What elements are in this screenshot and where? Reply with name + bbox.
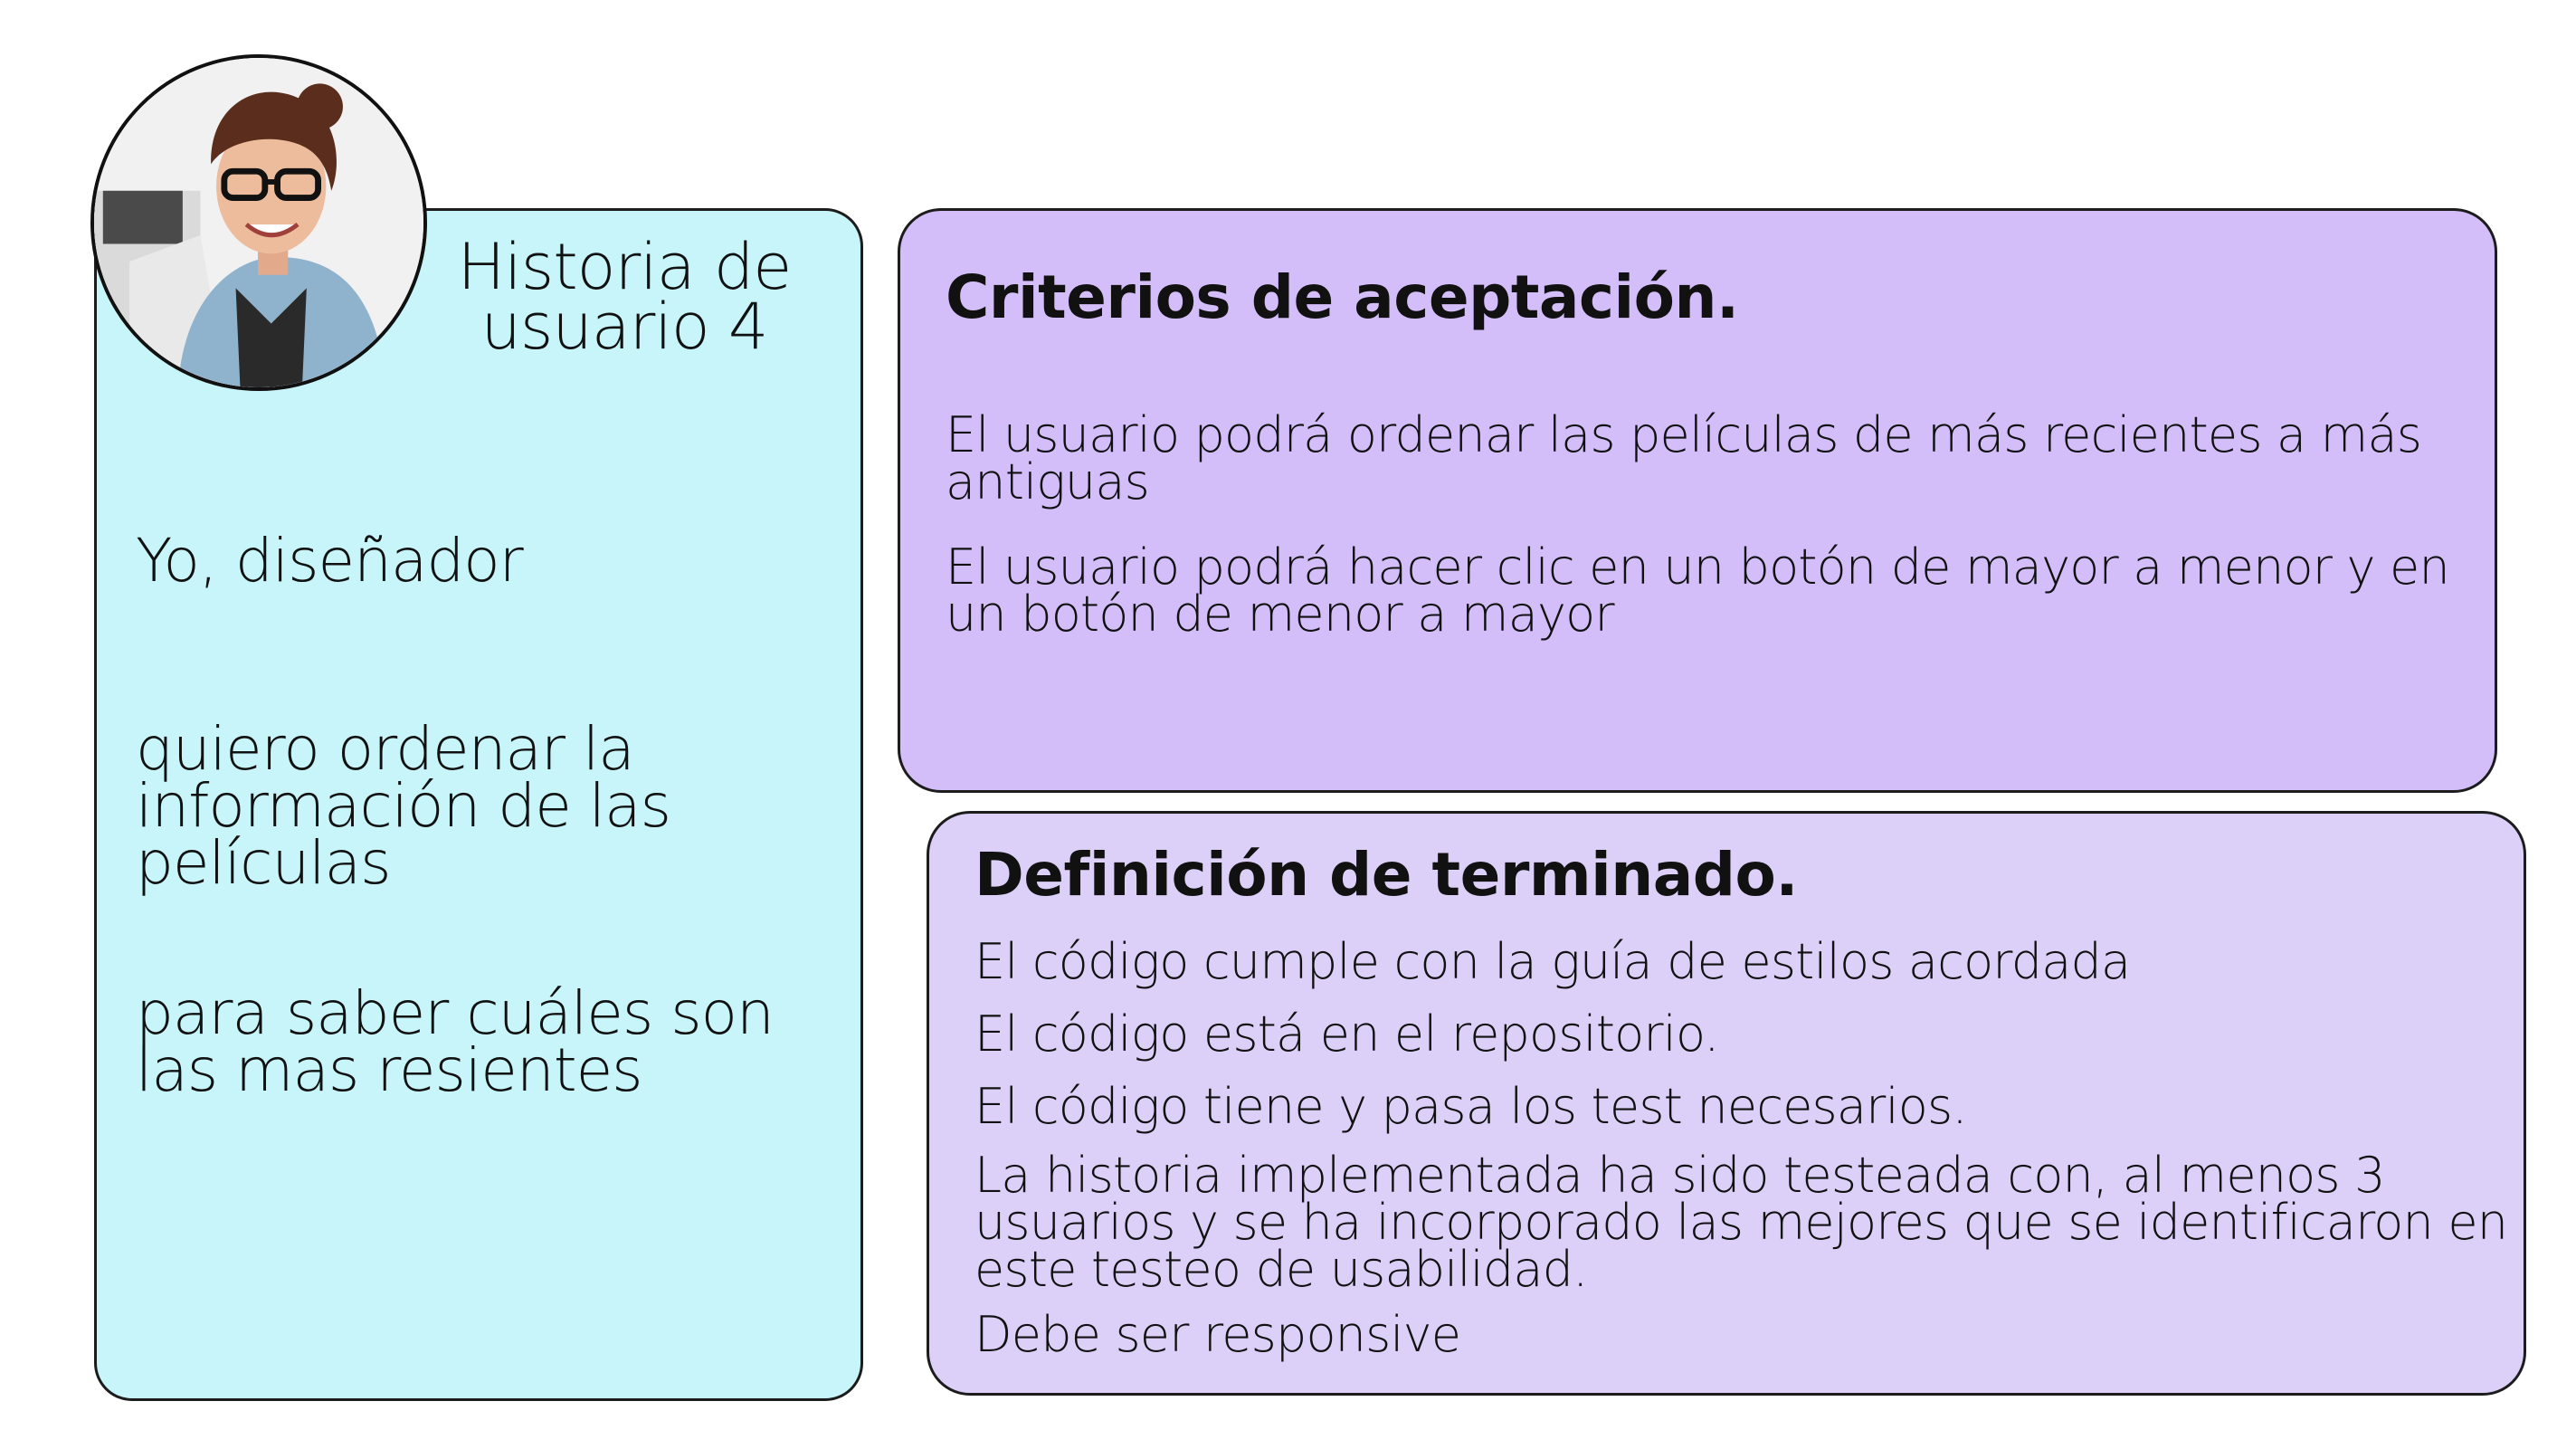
story-reason: para saber cuáles son las mas resientes xyxy=(136,978,774,1105)
done-item: Debe ser responsive xyxy=(974,1306,1461,1363)
done-item: El código tiene y pasa los test necesarios. xyxy=(974,1078,1967,1135)
acceptance-criteria-heading: Criterios de aceptación. xyxy=(946,262,1739,332)
story-want: quiero ordenar la información de las películas xyxy=(136,714,670,898)
definition-of-done-heading: Definición de terminado. xyxy=(974,840,1798,910)
done-item: El código está en el repositorio. xyxy=(974,1006,1719,1063)
criteria-item: El usuario podrá hacer clic en un botón de mayor a menor y en un botón de menor a mayor xyxy=(946,539,2449,643)
definition-of-done-card xyxy=(927,811,2526,1396)
story-title: Historia de usuario 4 xyxy=(457,230,792,364)
user-avatar xyxy=(90,54,427,391)
woman-with-glasses-photo xyxy=(94,58,423,387)
acceptance-criteria-card xyxy=(898,208,2497,793)
story-role: Yo, diseñador xyxy=(136,526,523,596)
criteria-item: El usuario podrá ordenar las películas de más recientes a más antiguas xyxy=(946,406,2422,510)
done-item: El código cumple con la guía de estilos acordada xyxy=(974,933,2131,990)
done-item: La historia implementada ha sido testeada con, al menos 3 usuarios y se ha incorporado las mejores que se identificaron en este testeo de usabilidad. xyxy=(974,1147,2508,1298)
